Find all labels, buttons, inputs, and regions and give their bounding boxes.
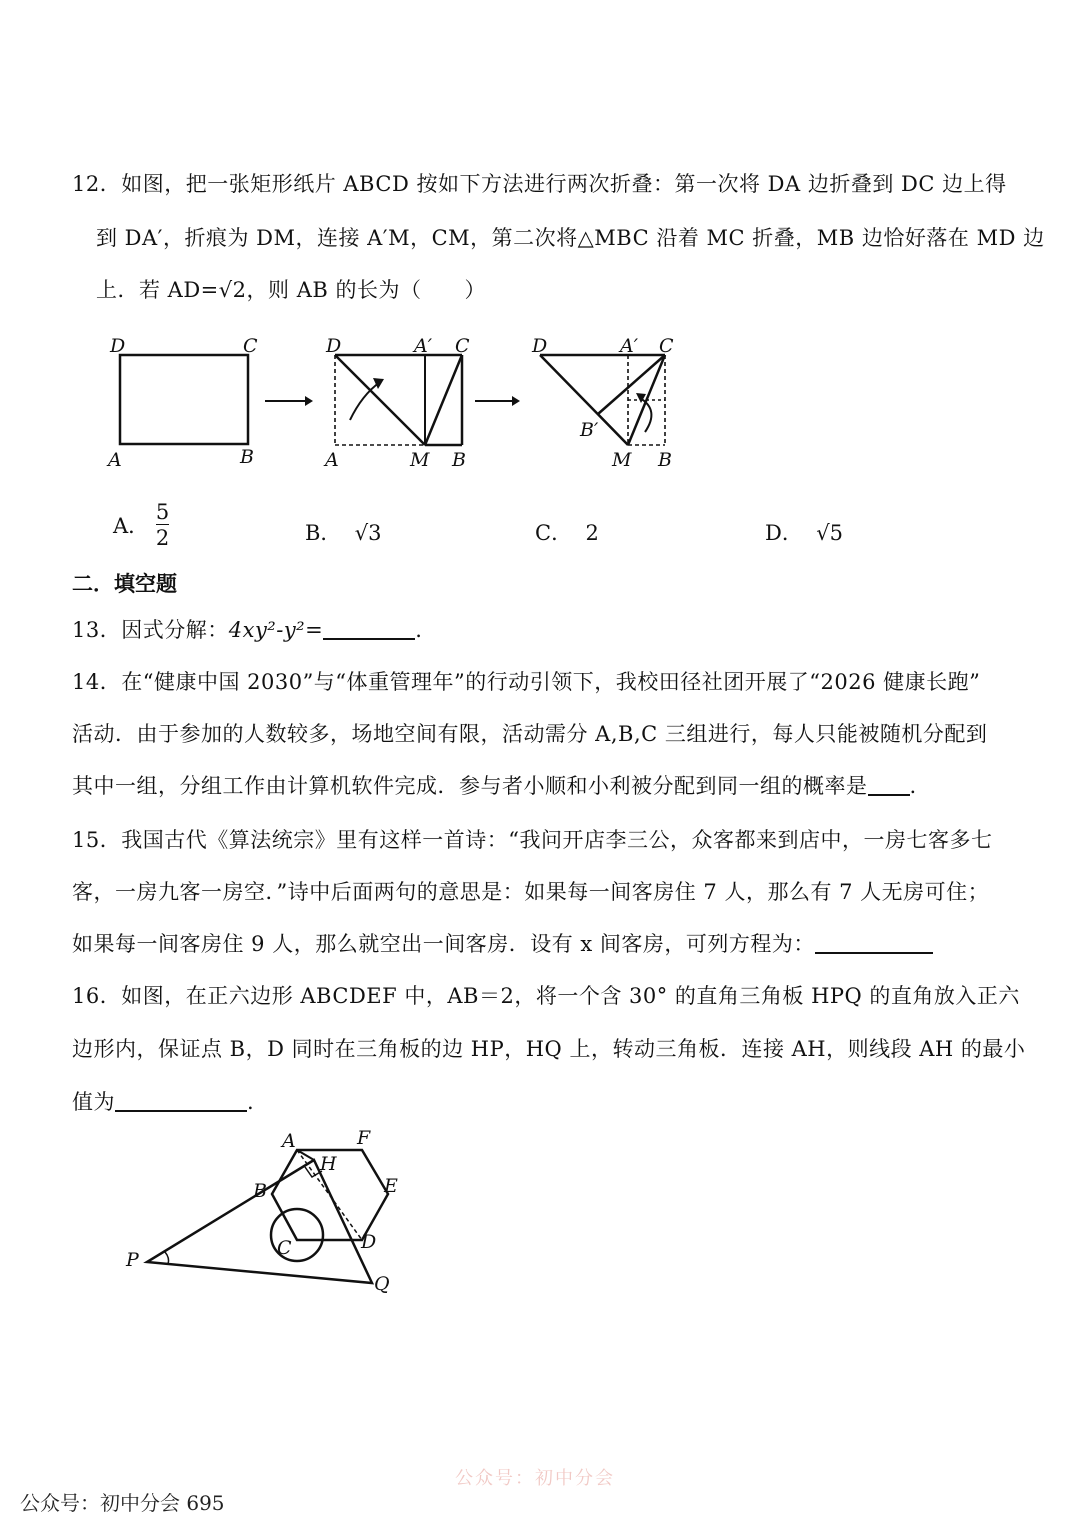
q13-expression: 4xy²-y²= [228, 618, 324, 642]
q16-label-d: D [361, 1231, 377, 1253]
q14-line-2: 活动．由于参加的人数较多，场地空间有限，活动需分 A,B,C 三组进行，每人只能被随机分配到 [72, 722, 988, 746]
fig3-label-a-prime: A′ [620, 335, 639, 357]
q12-line-3: 上．若 AD=√2，则 AB 的长为（ ） [96, 278, 486, 302]
fig3-label-d: D [532, 335, 548, 357]
fig2-label-a-prime: A′ [414, 335, 433, 357]
choice-c-value: 2 [585, 521, 599, 545]
fig1-label-c: C [243, 335, 258, 357]
fig2-label-b: B [452, 449, 466, 471]
fig2-label-m: M [410, 449, 430, 471]
fig3-label-b: B [658, 449, 672, 471]
q13-prefix: 13．因式分解： [72, 618, 229, 642]
q16-label-f: F [357, 1127, 371, 1149]
choice-b-value: √3 [354, 521, 382, 545]
q14-line-3-text: 其中一组，分组工作由计算机软件完成．参与者小顺和小利被分配到同一组的概率是 [72, 774, 868, 798]
q15-line-2: 客，一房九客一房空．”诗中后面两句的意思是：如果每一间客房住 7 人，那么有 7 人无房可住； [72, 880, 990, 904]
fig3-label-b-prime: B′ [580, 419, 599, 441]
q16-label-e: E [384, 1175, 398, 1197]
choice-d-value: √5 [816, 521, 843, 545]
q16-end: . [247, 1090, 255, 1114]
q13-end: . [415, 618, 423, 642]
q15-line-1: 15．我国古代《算法统宗》里有这样一首诗：“我问开店李三公，众客都来到店中，一房七客多七 [72, 828, 993, 852]
q16-line-2: 边形内，保证点 B，D 同时在三角板的边 HP，HQ 上，转动三角板．连接 AH，则线段 AH 的最小 [72, 1037, 1026, 1061]
choice-b-label: B． [305, 521, 342, 545]
q12-line-1: 12．如图，把一张矩形纸片 ABCD 按如下方法进行两次折叠：第一次将 DA 边折叠到 DC 边上得 [72, 172, 1007, 196]
fig1-label-d: D [110, 335, 126, 357]
fig2-label-c: C [455, 335, 470, 357]
q16-label-q: Q [374, 1273, 390, 1295]
q16-line-3-text: 值为 [72, 1090, 115, 1114]
choice-a-denominator: 2 [155, 526, 170, 551]
fig3-label-m: M [612, 449, 632, 471]
q16-label-a: A [282, 1130, 296, 1152]
fig2-label-a: A [325, 449, 339, 471]
choice-c-label: C． [535, 521, 573, 545]
fig2-label-d: D [326, 335, 342, 357]
q15-line-3-text: 如果每一间客房住 9 人，那么就空出一间客房．设有 x 间客房，可列方程为： [72, 932, 815, 956]
q12-line-2: 到 DA′，折痕为 DM，连接 A′M，CM，第二次将△MBC 沿着 MC 折叠，MB 边恰好落在 MD 边 [96, 226, 1045, 250]
watermark-text: 公众号：初中分会 [455, 1468, 615, 1489]
q14-end: . [909, 774, 917, 798]
fig3-label-c: C [659, 335, 674, 357]
fig1-label-b: B [240, 446, 254, 468]
fig1-label-a: A [108, 449, 122, 471]
footer-text: 公众号：初中分会 695 [20, 1491, 225, 1515]
q14-line-1: 14．在“健康中国 2030”与“体重管理年”的行动引领下，我校田径社团开展了“2026 健康长跑” [72, 670, 981, 694]
choice-a-numerator: 5 [155, 500, 170, 524]
q16-label-p: P [126, 1249, 139, 1271]
q16-label-h: H [320, 1153, 337, 1175]
q16-line-1: 16．如图，在正六边形 ABCDEF 中，AB＝2，将一个含 30° 的直角三角板 HPQ 的直角放入正六 [72, 984, 1020, 1008]
q16-label-b: B [253, 1180, 267, 1202]
triangle-hpq [147, 1160, 372, 1283]
section-heading-fill-in: 二．填空题 [72, 571, 177, 596]
choice-d-label: D． [765, 521, 803, 545]
segment-ah [297, 1150, 314, 1160]
choice-a-label: A． [113, 514, 150, 539]
q16-label-c: C [277, 1237, 292, 1259]
